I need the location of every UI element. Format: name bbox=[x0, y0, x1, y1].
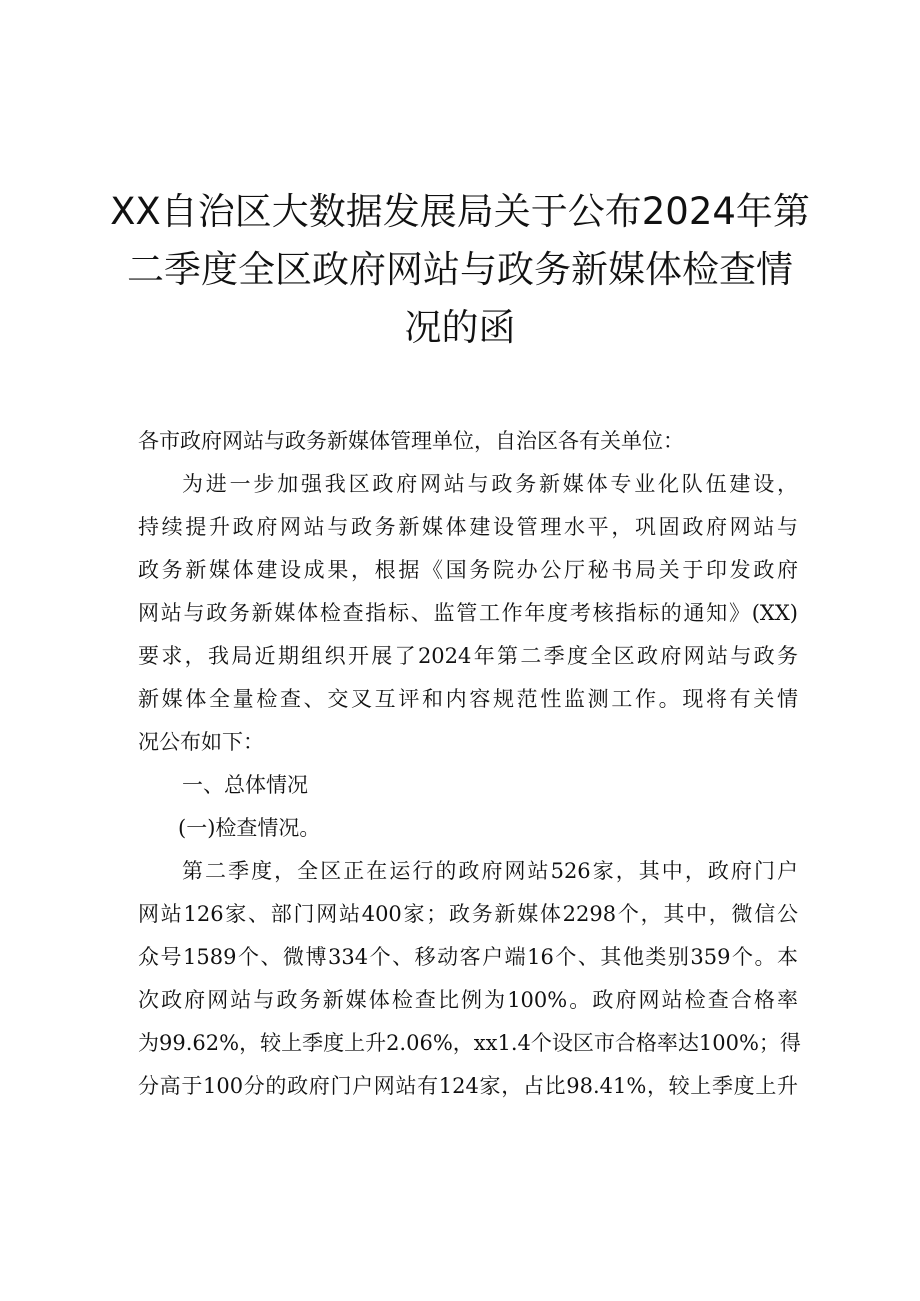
title-line: 况的函 bbox=[404, 306, 516, 349]
paragraph-line: 持续提升政府网站与政务新媒体建设管理水平，巩固政府网站与 bbox=[138, 515, 798, 539]
paragraph-line: 网站126家、部门网站400家；政务新媒体2298个，其中，微信公 bbox=[138, 902, 798, 926]
section-heading: 一、总体情况 bbox=[182, 773, 308, 797]
title-line: XX自治区大数据发展局关于公布2024年第 bbox=[110, 190, 810, 233]
paragraph-line: 第二季度，全区正在运行的政府网站526家，其中，政府门户 bbox=[182, 859, 798, 883]
paragraph-line: 网站与政务新媒体检查指标、监管工作年度考核指标的通知》(XX) bbox=[138, 601, 798, 625]
salutation: 各市政府网站与政务新媒体管理单位，自治区各有关单位： bbox=[138, 429, 684, 453]
paragraph-line: 要求，我局近期组织开展了2024年第二季度全区政府网站与政务 bbox=[138, 644, 798, 668]
subsection-heading: (一)检查情况。 bbox=[178, 816, 321, 840]
paragraph-line: 众号1589个、微博334个、移动客户端16个、其他类别359个。本 bbox=[138, 945, 798, 969]
document-title bbox=[100, 183, 820, 357]
paragraph-line: 分高于100分的政府门户网站有124家，占比98.41%，较上季度上升 bbox=[138, 1074, 798, 1098]
document-body bbox=[138, 420, 801, 1108]
paragraph-line: 次政府网站与政务新媒体检查比例为100%。政府网站检查合格率 bbox=[138, 988, 798, 1012]
paragraph-line: 为99.62%，较上季度上升2.06%，xx1.4个设区市合格率达100%；得 bbox=[138, 1031, 801, 1055]
title-line: 二季度全区政府网站与政务新媒体检查情 bbox=[127, 248, 793, 291]
paragraph-line: 政务新媒体建设成果，根据《国务院办公厅秘书局关于印发政府 bbox=[138, 558, 798, 582]
paragraph-line: 为进一步加强我区政府网站与政务新媒体专业化队伍建设， bbox=[182, 472, 798, 496]
paragraph-line: 新媒体全量检查、交叉互评和内容规范性监测工作。现将有关情 bbox=[138, 687, 798, 711]
paragraph-line: 况公布如下： bbox=[138, 730, 264, 754]
